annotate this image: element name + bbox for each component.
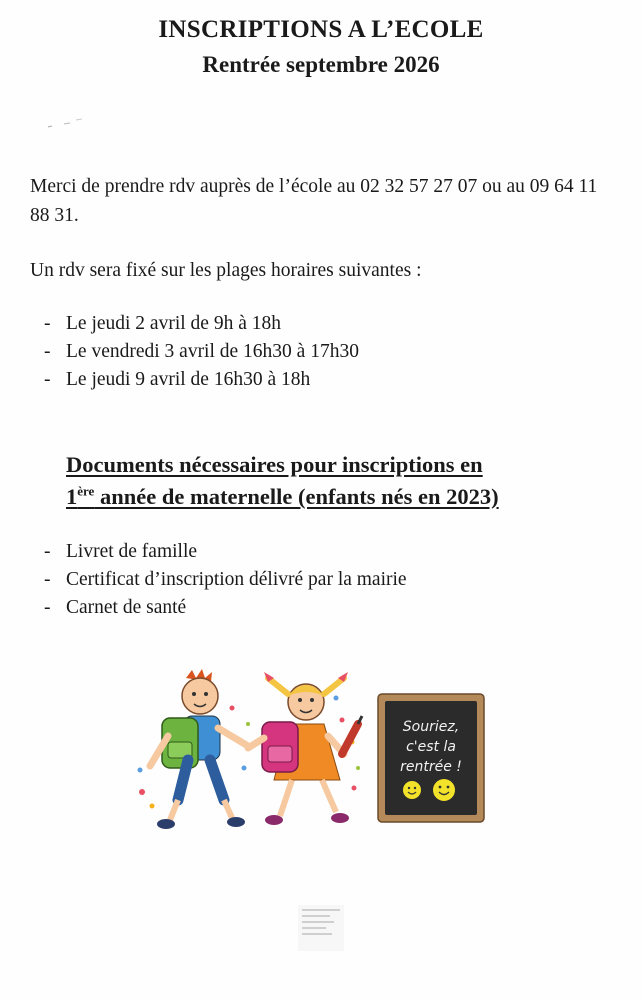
divider (302, 933, 332, 935)
list-item (44, 566, 407, 594)
documents-heading-line2 (66, 481, 626, 513)
document-text: Livret de famille (66, 541, 198, 562)
list-item (44, 338, 359, 366)
chalkboard (378, 694, 484, 822)
list-dash: - (44, 541, 51, 562)
schedule-intro: Un rdv sera fixé sur les plages horaires suivantes : (30, 260, 422, 281)
scan-specks (46, 118, 86, 132)
list-dash: - (44, 597, 51, 618)
document-text: Certificat d’inscription délivré par la mairie (66, 569, 407, 590)
list-item (44, 366, 359, 394)
heading-rest: année de maternelle (enfants nés en 2023) (94, 484, 499, 509)
smiley-icon (403, 781, 421, 799)
divider (302, 915, 330, 917)
schedule-list (44, 310, 359, 394)
smiley-icon (433, 779, 455, 801)
list-item (44, 310, 359, 338)
list-dash: - (44, 569, 51, 590)
back-to-school-illustration (128, 668, 488, 848)
girl-figure (248, 672, 362, 825)
list-dash: - (44, 313, 51, 334)
chalk-line-2: c'est la (406, 739, 456, 755)
chalk-line-3: rentrée ! (400, 759, 462, 775)
ordinal-number: 1 (66, 484, 78, 509)
documents-list (44, 538, 407, 622)
page-subtitle: Rentrée septembre 2026 (202, 52, 440, 77)
slot-text: Le vendredi 3 avril de 16h30 à 17h30 (66, 341, 359, 362)
ordinal-suffix: ère (77, 483, 95, 499)
page-title: INSCRIPTIONS A L’ECOLE (158, 16, 484, 43)
list-item (44, 538, 407, 566)
list-item (44, 594, 407, 622)
divider (302, 909, 340, 911)
slot-text: Le jeudi 9 avril de 16h30 à 18h (66, 369, 311, 390)
divider (302, 921, 334, 923)
footer-logo-card (298, 905, 344, 951)
slot-text: Le jeudi 2 avril de 9h à 18h (66, 313, 281, 334)
document-text: Carnet de santé (66, 597, 187, 618)
chalk-line-1: Souriez, (402, 719, 460, 735)
list-dash: - (44, 341, 51, 362)
divider (302, 927, 326, 929)
list-dash: - (44, 369, 51, 390)
documents-heading-line1: Documents nécessaires pour inscriptions en (66, 452, 483, 477)
contact-paragraph: Merci de prendre rdv auprès de l’école au 02 32 57 27 07 ou au 09 64 11 88 31. (30, 176, 598, 226)
boy-figure (150, 669, 248, 829)
